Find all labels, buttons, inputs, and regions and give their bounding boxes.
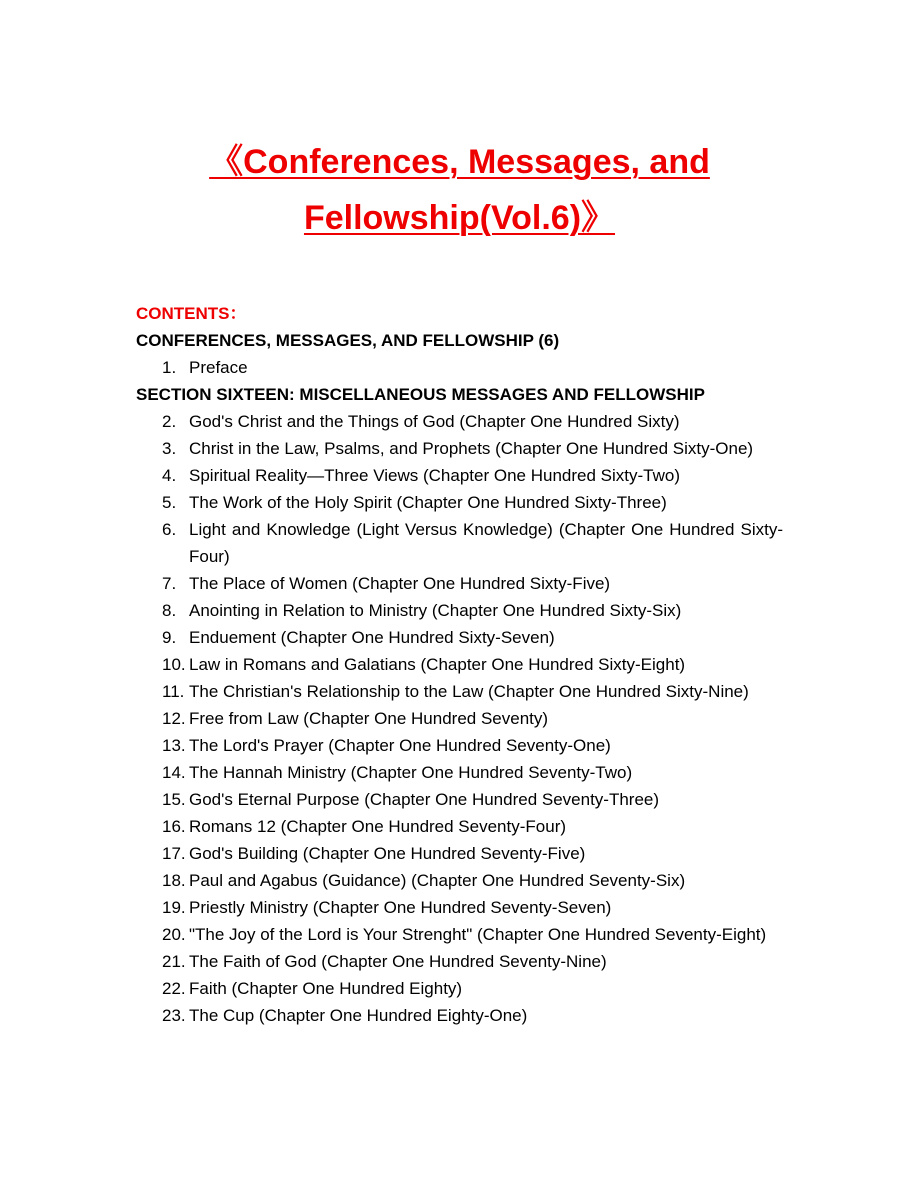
toc-item-number: 16. — [162, 817, 186, 836]
toc-item[interactable] — [136, 921, 783, 948]
toc-item-number: 19. — [162, 898, 186, 917]
toc-item[interactable] — [136, 1002, 783, 1029]
toc-item[interactable] — [136, 462, 783, 489]
toc-item-title: Free from Law (Chapter One Hundred Seventy) — [189, 709, 549, 728]
toc-item-number: 1. — [162, 358, 177, 377]
toc-item[interactable] — [136, 651, 783, 678]
toc-item-title: Priestly Ministry (Chapter One Hundred Seventy-Seven) — [189, 898, 612, 917]
toc-item-number: 2. — [162, 412, 177, 431]
toc-item[interactable] — [136, 840, 783, 867]
toc-item-number: 12. — [162, 709, 186, 728]
toc-item-number: 7. — [162, 574, 177, 593]
toc-item-title: Faith (Chapter One Hundred Eighty) — [189, 979, 463, 998]
toc-item-title: The Christian's Relationship to the Law (Chapter One Hundred Sixty-Nine) — [189, 682, 749, 701]
toc-item-number: 13. — [162, 736, 186, 755]
toc-item-title: The Hannah Ministry (Chapter One Hundred Seventy-Two) — [189, 763, 633, 782]
group-heading-section-sixteen: SECTION SIXTEEN: MISCELLANEOUS MESSAGES AND FELLOWSHIP — [136, 385, 705, 404]
toc-item-number: 9. — [162, 628, 177, 647]
toc-item[interactable] — [136, 786, 783, 813]
toc-item-number: 8. — [162, 601, 177, 620]
toc-item-number: 14. — [162, 763, 186, 782]
toc-item-title: The Cup (Chapter One Hundred Eighty-One) — [189, 1006, 528, 1025]
toc-item-title: Romans 12 (Chapter One Hundred Seventy-Four) — [189, 817, 567, 836]
toc-item-number: 17. — [162, 844, 186, 863]
toc-item[interactable] — [136, 759, 783, 786]
toc-item-number: 6. — [162, 520, 177, 539]
toc-item-title: The Place of Women (Chapter One Hundred Sixty-Five) — [189, 574, 611, 593]
toc-item-title: God's Building (Chapter One Hundred Seventy-Five) — [189, 844, 586, 863]
toc-item-title: God's Eternal Purpose (Chapter One Hundred Seventy-Three) — [189, 790, 660, 809]
toc-item-title: The Faith of God (Chapter One Hundred Seventy-Nine) — [189, 952, 607, 971]
toc-item-title: Light and Knowledge (Light Versus Knowledge) (Chapter One Hundred Sixty-Four) — [189, 520, 783, 566]
toc-item[interactable] — [136, 732, 783, 759]
toc-item-number: 21. — [162, 952, 186, 971]
toc-item[interactable] — [136, 894, 783, 921]
toc-item-number: 22. — [162, 979, 186, 998]
toc-item-number: 3. — [162, 439, 177, 458]
toc-item[interactable] — [136, 435, 783, 462]
toc-item[interactable] — [136, 678, 783, 705]
toc-item-title: God's Christ and the Things of God (Chapter One Hundred Sixty) — [189, 412, 680, 431]
toc-item-number: 23. — [162, 1006, 186, 1025]
toc-item[interactable] — [136, 813, 783, 840]
toc-list-section-sixteen — [136, 408, 783, 1029]
toc-item[interactable] — [136, 867, 783, 894]
toc-item-number: 4. — [162, 466, 177, 485]
contents-label: CONTENTS： — [136, 304, 247, 323]
toc-item[interactable] — [136, 948, 783, 975]
toc-item-number: 15. — [162, 790, 186, 809]
document-title: 《Conferences, Messages, and Fellowship(Vol.6)》 — [209, 143, 710, 237]
toc-item-title: Spiritual Reality—Three Views (Chapter One Hundred Sixty-Two) — [189, 466, 680, 485]
toc-item-number: 11. — [162, 682, 185, 701]
toc-item-number: 5. — [162, 493, 177, 512]
toc-item-title: Christ in the Law, Psalms, and Prophets (Chapter One Hundred Sixty-One) — [189, 439, 754, 458]
toc-item-number: 20. — [162, 925, 186, 944]
toc-item[interactable] — [136, 975, 783, 1002]
toc-item-title: Anointing in Relation to Ministry (Chapter One Hundred Sixty-Six) — [189, 601, 682, 620]
toc-item-title: "The Joy of the Lord is Your Strenght" (Chapter One Hundred Seventy-Eight) — [189, 925, 767, 944]
toc-item-title: The Work of the Holy Spirit (Chapter One Hundred Sixty-Three) — [189, 493, 667, 512]
toc-item-number: 10. — [162, 655, 186, 674]
group-heading-conferences: CONFERENCES, MESSAGES, AND FELLOWSHIP (6) — [136, 331, 560, 350]
toc-list-conferences — [136, 354, 783, 381]
toc-item[interactable] — [136, 489, 783, 516]
toc-item-title: The Lord's Prayer (Chapter One Hundred Seventy-One) — [189, 736, 611, 755]
toc-item-title: Law in Romans and Galatians (Chapter One Hundred Sixty-Eight) — [189, 655, 686, 674]
toc-item-title: Enduement (Chapter One Hundred Sixty-Seven) — [189, 628, 555, 647]
toc-item-title: Paul and Agabus (Guidance) (Chapter One Hundred Seventy-Six) — [189, 871, 686, 890]
toc-item[interactable] — [136, 705, 783, 732]
toc-item[interactable] — [136, 570, 783, 597]
toc-item[interactable] — [136, 597, 783, 624]
toc-item[interactable] — [136, 624, 783, 651]
toc-item[interactable] — [136, 516, 783, 570]
toc-item-title: Preface — [189, 358, 248, 377]
toc-item[interactable] — [136, 354, 783, 381]
toc-item[interactable] — [136, 408, 783, 435]
toc-item-number: 18. — [162, 871, 186, 890]
table-of-contents — [136, 300, 783, 1029]
